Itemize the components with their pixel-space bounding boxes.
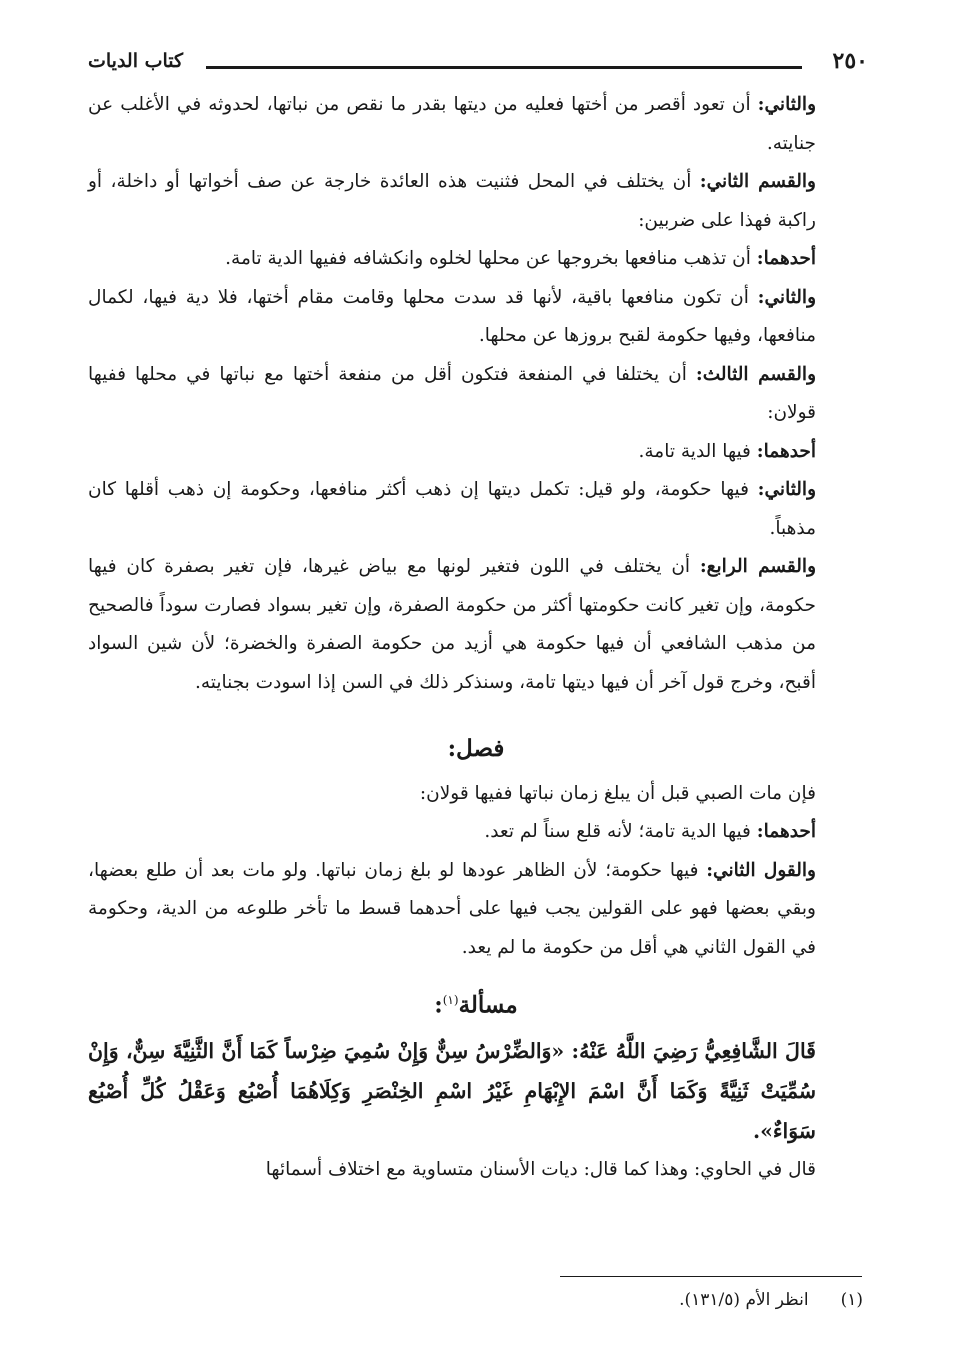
paragraph: والقسم الثاني: أن يختلف في المحل فثنيت هذه العائدة خارجة عن صف أخواتها أو داخلة، أو راكبة فهذا على ضربين: — [88, 171, 816, 231]
shafii-quote: قَالَ الشَّافِعِيُّ رَضِيَ اللَّهُ عَنْهُ: «وَالضِّرْسُ سِنٌّ وَإِنْ سُمِيَ ضِرْساً كَمَا أَنَّ الثَّنِيَّةَ سِنٌّ، وَإِنْ سُمِّيَتْ ثَنِيَّةً وَكَمَا أَنَّ اسْمَ الإِبْهَامِ غَيْرُ اسْمِ الخِنْصَرِ وَكِلَاهُمَا أُصْبُع وَعَقْلُ كُلِّ أُصْبُع سَوَاءٌ». — [88, 1039, 816, 1144]
paragraph: قال في الحاوي: وهذا كما قال: ديات الأسنان متساوية مع اختلاف أسمائها — [265, 1159, 816, 1181]
paragraph: والثاني: فيها حكومة، ولو قيل: تكمل ديتها إن ذهب أكثر منافعها، وحكومة إن ذهب أقلها كان مذهباً. — [88, 479, 816, 539]
paragraph: أحدهما: فيها الدية تامة؛ لأنه قلع سناً لم تعد. — [484, 821, 816, 842]
page-body — [88, 86, 864, 1190]
spacer — [88, 702, 864, 716]
book-title: كتاب الديات — [88, 50, 184, 72]
paragraph: والقول الثاني: فيها حكومة؛ لأن الظاهر عودها لو بلغ زمان نباتها. ولو مات بعد أن طلع بعضها، وبقي بعضها فهو على القولين يجب فيها على أحدهما قسط ما تأخر طلوعه من الدية، وحكومة في القول الثاني هي أقل من حكومة ما لم يعد. — [88, 859, 816, 958]
page-number: ٢٥٠ — [832, 48, 868, 74]
footnote-text: انظر الأم (١٣١/٥). — [679, 1290, 809, 1310]
page-header — [88, 42, 868, 82]
section-heading-fasl: فصل: — [447, 735, 505, 762]
paragraph: فإن مات الصبي قبل أن يبلغ زمان نباتها ففيها قولان: — [419, 782, 816, 804]
paragraph: أحدهما: فيها الدية تامة. — [638, 440, 816, 462]
header-rule — [206, 66, 802, 69]
footnote-reference[interactable]: (١) — [442, 993, 459, 1007]
paragraph: والقسم الثالث: أن يختلفا في المنفعة فتكون أقل من منفعة أختها مع نباتها في محلها ففيها قولان: — [88, 363, 816, 423]
paragraph: والقسم الرابع: أن يختلف في اللون فتغير لونها مع بياض غيرها، فإن تغير بصفرة كان فيها حكومة، وإن تغير كانت حكومتها أكثر من حكومة الصفرة، وإن تغير بسواد فصارت سوداً فالصحيح من مذهب الشافعي أن فيها حكومة هي أزيد من حكومة الصفرة والخضرة؛ لأن شين السواد أقبح، وخرج قول آخر أن فيها ديتها تامة، وسنذكر ذلك في السن إذا اسودت بجنايته. — [88, 556, 816, 693]
footnote-number: (١) — [840, 1290, 863, 1310]
paragraph: والثاني: أن تكون منافعها باقية، لأنها قد سدت محلها وقامت مقام أختها، فلا دية فيها، لكمال منافعها، وفيها حكومة لقبح بروزها عن محلها. — [88, 286, 816, 346]
section-heading-masala: مسألة$^{(١)}$: — [434, 991, 518, 1019]
footnote-rule — [560, 1276, 862, 1277]
paragraph: أحدهما: أن تذهب منافعها بخروجها عن محلها لخلوه وانكشافه ففيها الدية تامة. — [225, 248, 816, 269]
footnote — [303, 1290, 863, 1310]
paragraph: والثاني: أن تعود أقصر من أختها فعليه من ديتها بقدر ما نقص من نباتها، لحدوثه في الأغلب عن جنايته. — [88, 94, 816, 154]
